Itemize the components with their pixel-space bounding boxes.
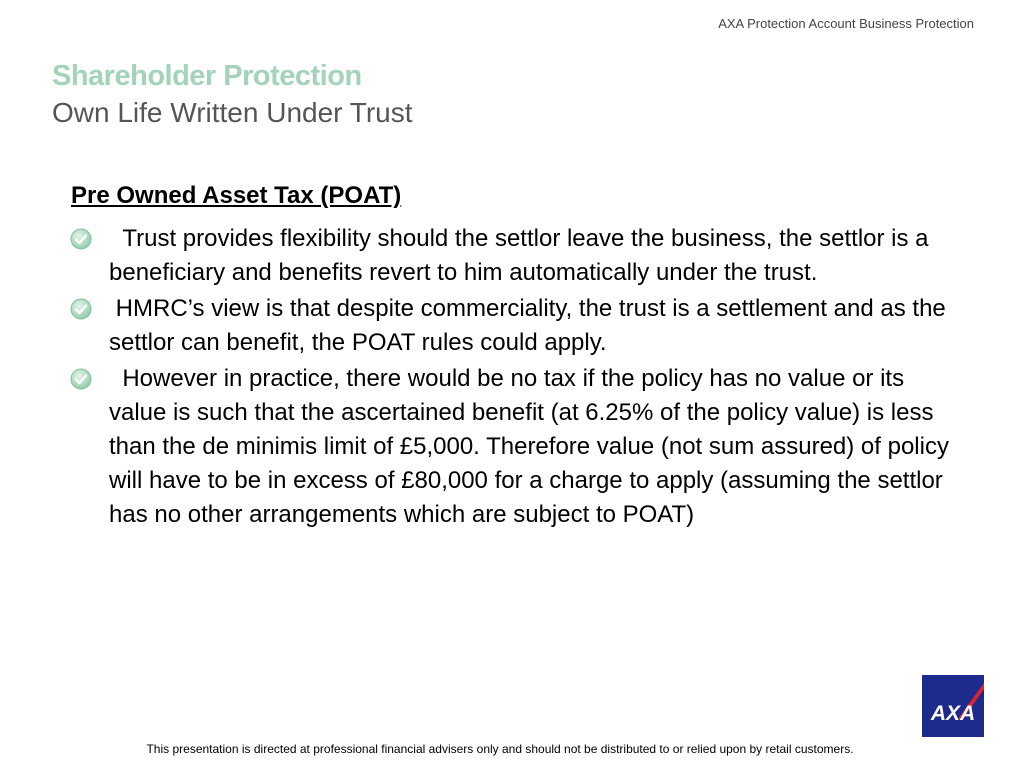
- bullet-item: [70, 362, 956, 532]
- check-circle-icon: [70, 368, 92, 390]
- bullet-item: [70, 222, 950, 290]
- bullet-item: [70, 292, 953, 360]
- slide-title: Shareholder Protection: [52, 60, 362, 92]
- footer-disclaimer: This presentation is directed at professional financial advisers only and should not be distributed to or relied upon by retail customers.: [146, 742, 854, 756]
- logo-text: AXA: [930, 702, 976, 725]
- bullet-text: Trust provides flexibility should the settlor leave the business, the settlor is a beneficiary and benefits revert to him automatically under the trust.: [109, 225, 936, 286]
- check-circle-icon: [70, 228, 92, 250]
- check-circle-icon: [70, 298, 92, 320]
- bullet-text: However in practice, there would be no tax if the policy has no value or its value is such that the ascertained benefit (at 6.25% of the policy value) is less than the de minimis limit of £5,000. Therefore value (not sum assured) of policy will have to be in excess of £80,000 for a charge to apply (assuming the settlor has no other arrangements which are subject to POAT): [109, 365, 956, 528]
- bullet-list: [70, 222, 956, 534]
- slide-subtitle: Own Life Written Under Trust: [52, 97, 413, 128]
- bullet-text: HMRC’s view is that despite commerciality, the trust is a settlement and as the settlor can benefit, the POAT rules could apply.: [109, 295, 953, 356]
- header-brand-line: AXA Protection Account Business Protection: [718, 16, 974, 31]
- section-heading: Pre Owned Asset Tax (POAT): [71, 182, 402, 209]
- axa-logo-icon: [922, 675, 984, 737]
